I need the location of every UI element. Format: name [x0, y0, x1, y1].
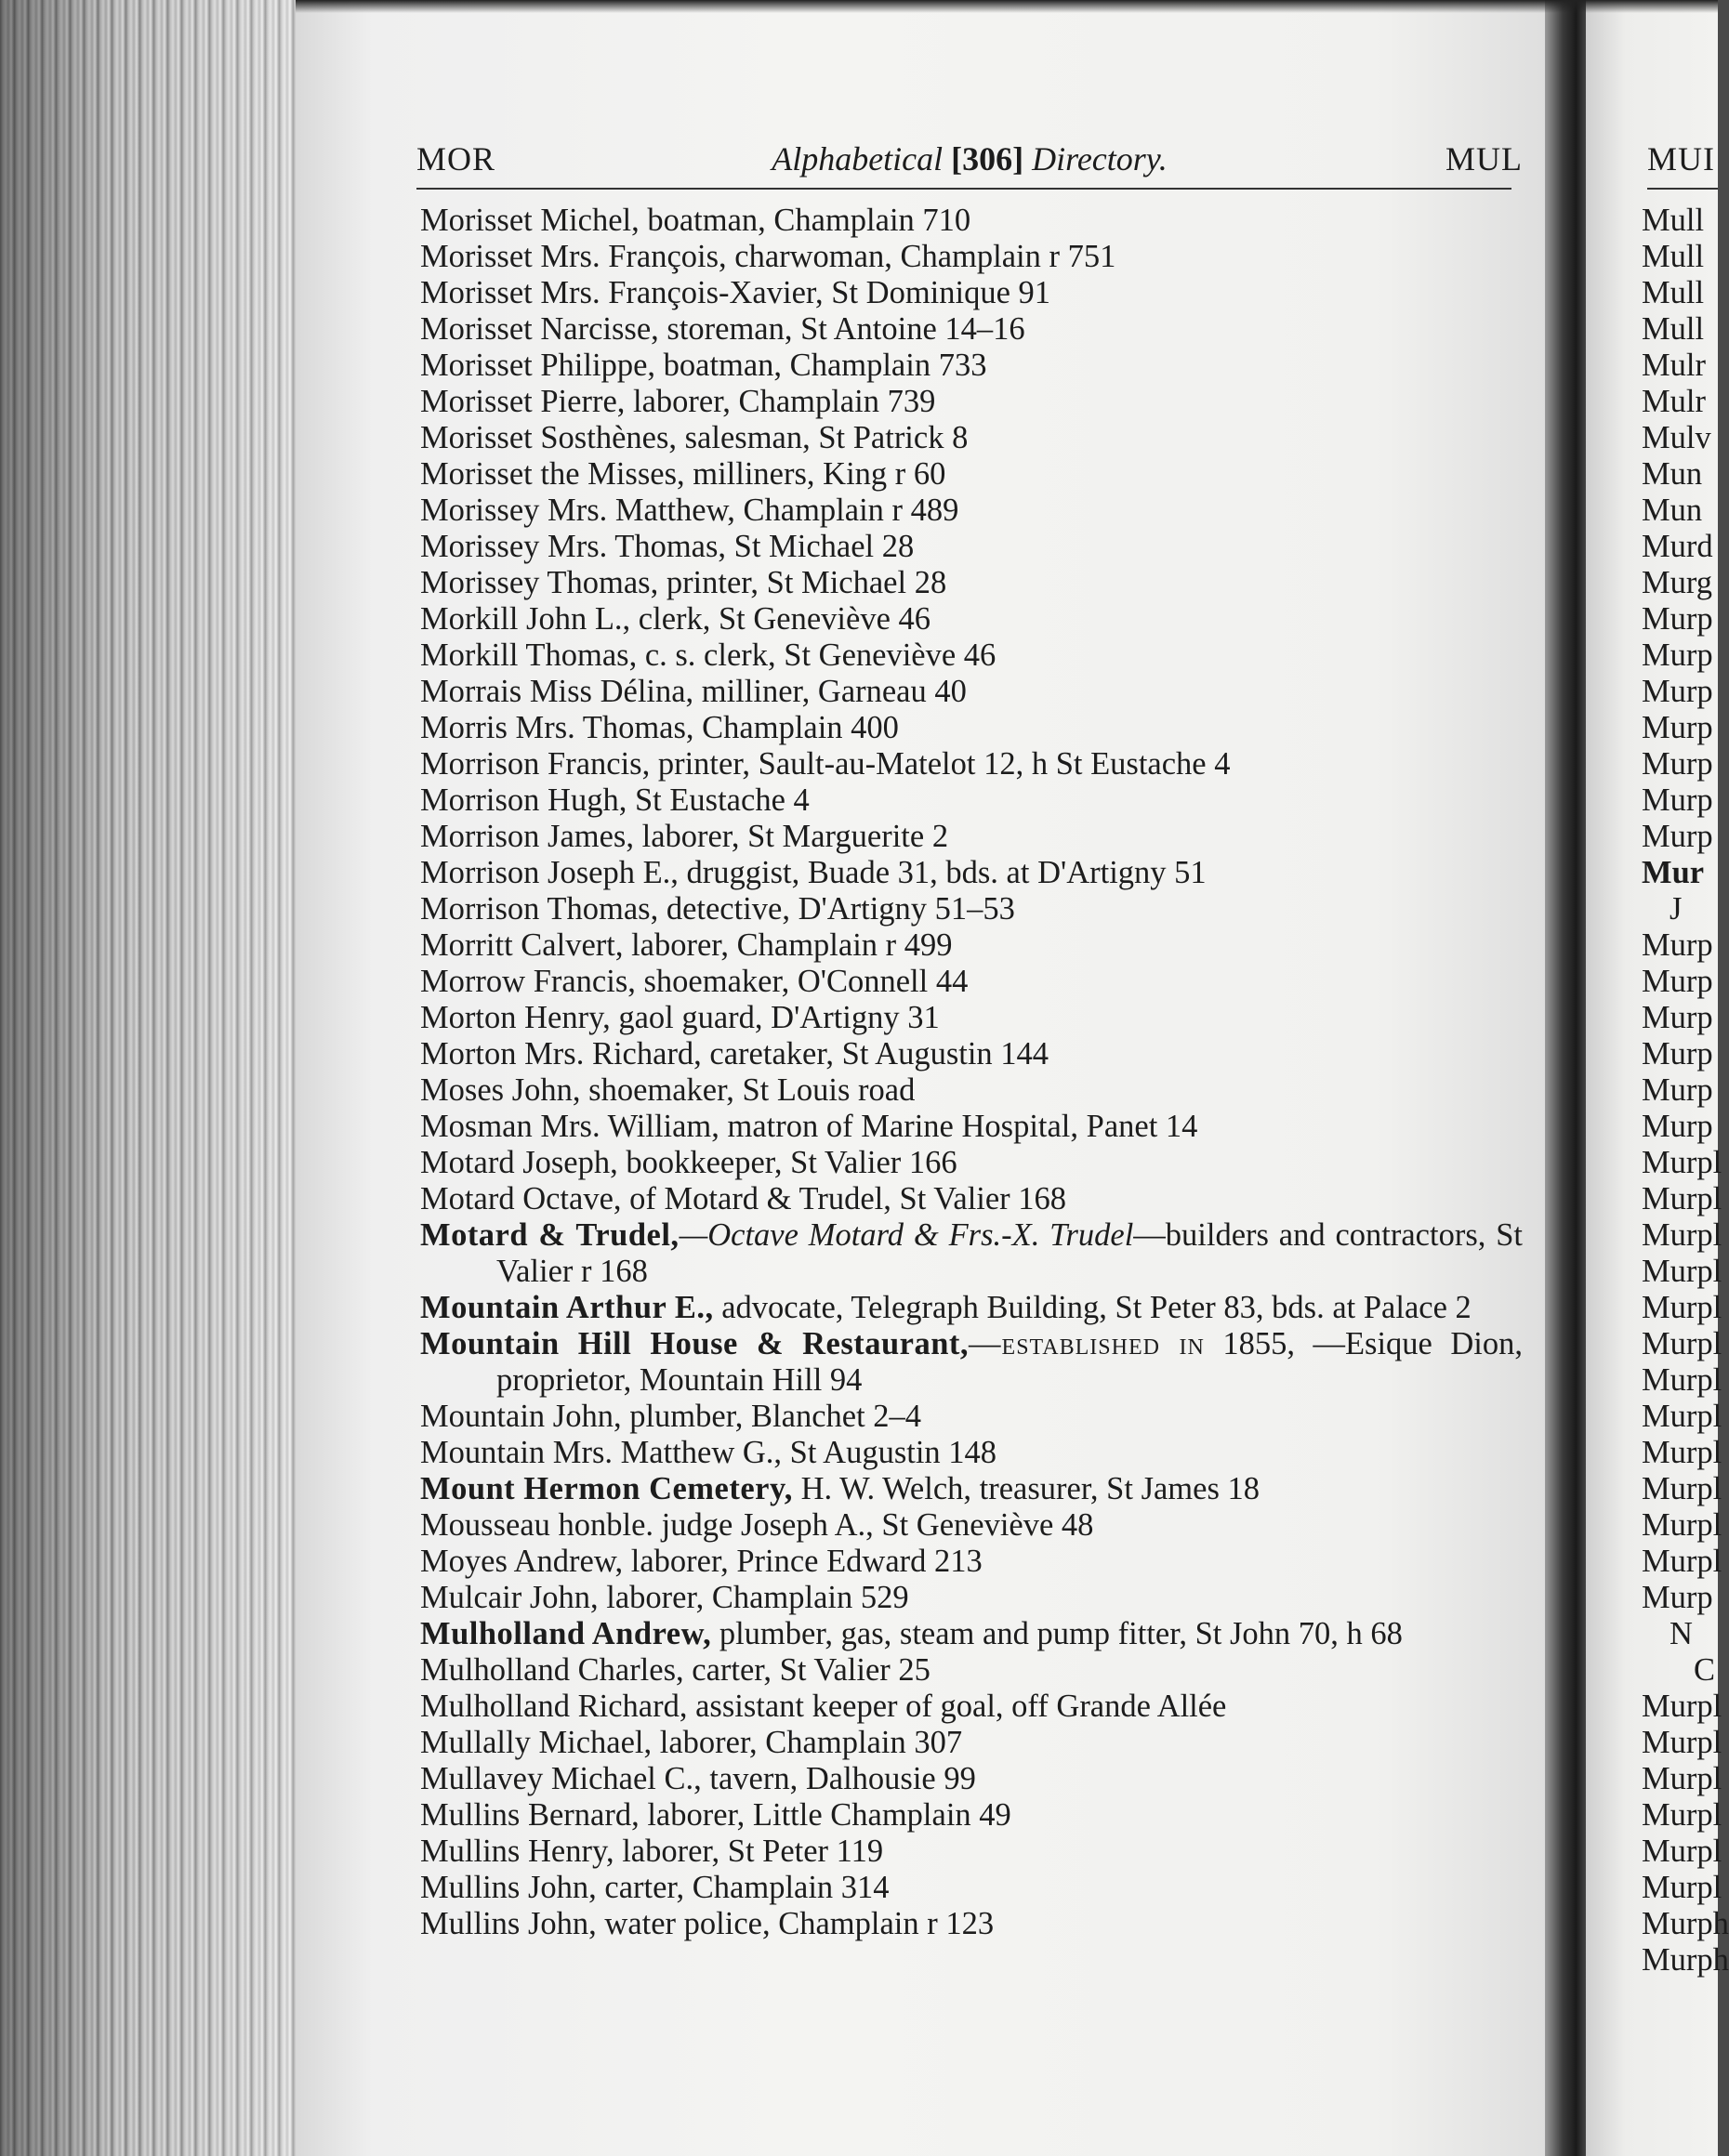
- directory-entry: [420, 565, 1523, 601]
- right-page-entry-fragment: Mur: [1642, 855, 1705, 890]
- entry-text: Morisset the Misses, milliners, King r 60: [420, 456, 946, 492]
- directory-entry: [420, 964, 1523, 1000]
- directory-entry: [420, 638, 1523, 674]
- running-header: [416, 139, 1523, 180]
- entry-name-bold: Mountain Arthur E.,: [420, 1290, 714, 1325]
- directory-entry: [420, 1145, 1523, 1181]
- right-page-header: MUI: [1647, 140, 1715, 177]
- directory-entry: [420, 1435, 1523, 1471]
- right-page-entry-fragment: Murpl: [1642, 1471, 1722, 1506]
- directory-entry: [420, 384, 1523, 420]
- right-page-entry-fragment: Murpl: [1642, 1507, 1722, 1543]
- entry-text: Mullins Bernard, laborer, Little Champlain 49: [420, 1797, 1011, 1833]
- directory-entry: [420, 927, 1523, 964]
- directory-entry: [420, 1834, 1523, 1870]
- right-page-entry-fragment: Murd: [1642, 529, 1713, 564]
- directory-entry: [420, 746, 1523, 782]
- entry-text: Motard Joseph, bookkeeper, St Valier 166: [420, 1145, 957, 1180]
- right-page-entry-fragment: Murp: [1642, 601, 1713, 637]
- right-page-entry-fragment: Murp: [1642, 638, 1713, 673]
- entry-italic-text: —Octave Motard & Frs.-X. Trudel: [679, 1217, 1134, 1253]
- right-page-entry-fragment: Murpl: [1642, 1725, 1722, 1760]
- right-page-entry-fragment: Murp: [1642, 1580, 1713, 1615]
- entry-text: Mosman Mrs. William, matron of Marine Hospital, Panet 14: [420, 1109, 1198, 1144]
- right-page-entry-fragment: Murpl: [1642, 1254, 1722, 1289]
- right-page-entry-fragment: Murp: [1642, 1036, 1713, 1071]
- right-page-entry-fragment: Mull: [1642, 275, 1705, 310]
- entry-text: Morissey Mrs. Matthew, Champlain r 489: [420, 493, 959, 528]
- directory-entry: [420, 1072, 1523, 1109]
- right-page-entry-fragment: N: [1670, 1616, 1693, 1651]
- entry-text: Mullavey Michael C., tavern, Dalhousie 99: [420, 1761, 976, 1796]
- right-page-entries: [1642, 203, 1729, 1979]
- header-title-after: Directory.: [1023, 140, 1168, 177]
- entry-text: Morrison Joseph E., druggist, Buade 31, bds. at D'Artigny 51: [420, 855, 1207, 890]
- directory-entry: [420, 1326, 1523, 1399]
- entry-text: Morisset Michel, boatman, Champlain 710: [420, 203, 971, 238]
- directory-entry: [420, 203, 1523, 239]
- directory-entry: [420, 348, 1523, 384]
- directory-entry: [420, 710, 1523, 746]
- book-gutter: [1545, 0, 1590, 2156]
- directory-entry: [420, 1544, 1523, 1580]
- entry-text: Mulcair John, laborer, Champlain 529: [420, 1580, 909, 1615]
- entry-text: Morkill John L., clerk, St Geneviève 46: [420, 601, 931, 637]
- directory-entry: [420, 1725, 1523, 1761]
- entry-name-bold: Motard & Trudel,: [420, 1217, 680, 1253]
- header-title: [416, 139, 1523, 178]
- directory-entry: [420, 311, 1523, 348]
- entry-text: Morrison Hugh, St Eustache 4: [420, 782, 810, 818]
- right-page-entry-fragment: Murpl: [1642, 1181, 1722, 1216]
- entry-text: Mousseau honble. judge Joseph A., St Geneviève 48: [420, 1507, 1094, 1543]
- right-page-entry-fragment: Murpl: [1642, 1870, 1722, 1905]
- entry-text: Morrison Francis, printer, Sault-au-Matelot 12, h St Eustache 4: [420, 746, 1231, 782]
- directory-entry: [420, 1109, 1523, 1145]
- entry-text: —builders and contractors, St Valier r 168: [496, 1217, 1524, 1289]
- right-page-entry-fragment: Mulr: [1642, 348, 1706, 383]
- right-page-entry-fragment: Mun: [1642, 493, 1703, 528]
- entry-text: Morrison Thomas, detective, D'Artigny 51–53: [420, 891, 1015, 927]
- right-page-entry-fragment: Murpl: [1642, 1145, 1722, 1180]
- entry-text: Mountain John, plumber, Blanchet 2–4: [420, 1399, 922, 1434]
- directory-entry: [420, 1652, 1523, 1689]
- right-page-entry-fragment: J: [1670, 891, 1683, 927]
- directory-entry: [420, 1036, 1523, 1072]
- directory-entry: [420, 891, 1523, 927]
- directory-entry: [420, 674, 1523, 710]
- right-page-entry-fragment: Murp: [1642, 927, 1713, 963]
- directory-entry: [420, 1290, 1523, 1326]
- entry-text: Morton Henry, gaol guard, D'Artigny 31: [420, 1000, 940, 1035]
- entry-text: 1855, —Esique Dion, proprietor, Mountain Hill 94: [496, 1326, 1523, 1398]
- entry-text: Mullins Henry, laborer, St Peter 119: [420, 1834, 884, 1869]
- entry-text: Morisset Mrs. François-Xavier, St Dominique 91: [420, 275, 1051, 310]
- entry-name-bold: Mulholland Andrew,: [420, 1616, 712, 1651]
- right-page-entry-fragment: Murp: [1642, 1072, 1713, 1108]
- directory-entry: [420, 1906, 1523, 1942]
- right-page-entry-fragment: Murpl: [1642, 1362, 1722, 1398]
- directory-entry: [420, 1616, 1523, 1652]
- directory-entry: [420, 601, 1523, 638]
- page-number: [306]: [951, 140, 1024, 177]
- directory-entry: [420, 1797, 1523, 1834]
- right-header-rule: [1647, 188, 1718, 190]
- right-page-entry-fragment: Murp: [1642, 782, 1713, 818]
- entry-text: Morisset Narcisse, storeman, St Antoine 14–16: [420, 311, 1025, 347]
- right-page-entry-fragment: Murp: [1642, 674, 1713, 709]
- right-page-entry-fragment: Murpl: [1642, 1761, 1722, 1796]
- directory-entry: [420, 1689, 1523, 1725]
- page-edges-shadow: [0, 0, 297, 2156]
- directory-entry: [420, 1580, 1523, 1616]
- right-page-entry-fragment: Murpl: [1642, 1689, 1722, 1724]
- entry-text: Morrow Francis, shoemaker, O'Connell 44: [420, 964, 969, 999]
- directory-entry: [420, 275, 1523, 311]
- entry-name-bold: Mount Hermon Cemetery,: [420, 1471, 793, 1506]
- directory-entry: [420, 855, 1523, 891]
- right-page-entry-fragment: Murph: [1642, 1906, 1729, 1941]
- directory-entry: [420, 529, 1523, 565]
- entry-text: Moses John, shoemaker, St Louis road: [420, 1072, 916, 1108]
- right-page-entry-fragment: Murpl: [1642, 1217, 1722, 1253]
- right-page-entry-fragment: Murpl: [1642, 1544, 1722, 1579]
- entry-text: Mulholland Richard, assistant keeper of goal, off Grande Allée: [420, 1689, 1227, 1724]
- right-page-entry-fragment: Murpl: [1642, 1834, 1722, 1869]
- page-top-shadow: [296, 0, 1718, 13]
- right-page-entry-fragment: Murp: [1642, 746, 1713, 782]
- entry-text: Morton Mrs. Richard, caretaker, St Augustin 144: [420, 1036, 1049, 1071]
- right-page-entry-fragment: Murpl: [1642, 1290, 1722, 1325]
- header-left-guide: MOR: [416, 140, 496, 177]
- entry-text: Mountain Mrs. Matthew G., St Augustin 148: [420, 1435, 997, 1470]
- entry-text: Morris Mrs. Thomas, Champlain 400: [420, 710, 899, 745]
- directory-entry: [420, 493, 1523, 529]
- right-page-entry-fragment: Murpl: [1642, 1797, 1722, 1833]
- right-page-entry-fragment: Murpl: [1642, 1326, 1722, 1361]
- entry-text: Morisset Sosthènes, salesman, St Patrick 8: [420, 420, 969, 455]
- directory-entries: [420, 203, 1523, 1942]
- right-page-entry-fragment: Murp: [1642, 710, 1713, 745]
- entry-text: Morisset Pierre, laborer, Champlain 739: [420, 384, 936, 419]
- entry-text: Mullins John, water police, Champlain r 123: [420, 1906, 995, 1941]
- entry-text: Mullins John, carter, Champlain 314: [420, 1870, 890, 1905]
- right-page-entry-fragment: Murp: [1642, 819, 1713, 854]
- right-page-entry-fragment: Mun: [1642, 456, 1703, 492]
- directory-entry: [420, 1000, 1523, 1036]
- directory-entry: [420, 782, 1523, 819]
- entry-text: Morissey Mrs. Thomas, St Michael 28: [420, 529, 915, 564]
- entry-text: Morisset Philippe, boatman, Champlain 733: [420, 348, 987, 383]
- directory-entry: [420, 1217, 1523, 1290]
- right-page-entry-fragment: Mulr: [1642, 384, 1706, 419]
- right-page-entry-fragment: Murpl: [1642, 1435, 1722, 1470]
- entry-text: Moyes Andrew, laborer, Prince Edward 213: [420, 1544, 983, 1579]
- entry-text: plumber, gas, steam and pump fitter, St John 70, h 68: [711, 1616, 1403, 1651]
- entry-text: Mulholland Charles, carter, St Valier 25: [420, 1652, 930, 1688]
- entry-text: Morritt Calvert, laborer, Champlain r 499: [420, 927, 953, 963]
- directory-entry: [420, 819, 1523, 855]
- entry-smallcaps-text: —established in: [969, 1326, 1205, 1361]
- entry-text: Morisset Mrs. François, charwoman, Champlain r 751: [420, 239, 1116, 274]
- entry-text: advocate, Telegraph Building, St Peter 83, bds. at Palace 2: [713, 1290, 1472, 1325]
- right-page-entry-fragment: Murpl: [1642, 1399, 1722, 1434]
- header-rule: [416, 188, 1511, 190]
- entry-text: Morkill Thomas, c. s. clerk, St Geneviève 46: [420, 638, 996, 673]
- directory-entry: [420, 456, 1523, 493]
- right-page-entry-fragment: Murp: [1642, 964, 1713, 999]
- directory-entry: [420, 1507, 1523, 1544]
- entry-text: Mullally Michael, laborer, Champlain 307: [420, 1725, 963, 1760]
- directory-entry: [420, 420, 1523, 456]
- right-page-entry-fragment: Mulv: [1642, 420, 1711, 455]
- directory-entry: [420, 1761, 1523, 1797]
- right-page-entry-fragment: Mull: [1642, 203, 1705, 238]
- right-page-entry-fragment: Mull: [1642, 311, 1705, 347]
- entry-name-bold: Mountain Hill House & Restaurant,: [420, 1326, 970, 1361]
- right-page-entry-fragment: Murp: [1642, 1000, 1713, 1035]
- directory-entry: [420, 1399, 1523, 1435]
- directory-entry: [420, 1870, 1523, 1906]
- entry-text: Motard Octave, of Motard & Trudel, St Valier 168: [420, 1181, 1067, 1216]
- header-title-before: Alphabetical: [772, 140, 952, 177]
- right-page-entry-fragment: C: [1694, 1652, 1716, 1688]
- entry-text: H. W. Welch, treasurer, St James 18: [792, 1471, 1260, 1506]
- entry-text: Morrais Miss Délina, milliner, Garneau 40: [420, 674, 967, 709]
- directory-entry: [420, 1181, 1523, 1217]
- directory-entry: [420, 239, 1523, 275]
- right-page-entry-fragment: Murp: [1642, 1109, 1713, 1144]
- entry-text: Morissey Thomas, printer, St Michael 28: [420, 565, 947, 600]
- entry-text: Morrison James, laborer, St Marguerite 2: [420, 819, 949, 854]
- right-page-entry-fragment: Mull: [1642, 239, 1705, 274]
- right-page-entry-fragment: Murg: [1642, 565, 1713, 600]
- header-right-guide: MUL: [1445, 140, 1523, 177]
- directory-entry: [420, 1471, 1523, 1507]
- right-page-entry-fragment: Murph: [1642, 1942, 1729, 1978]
